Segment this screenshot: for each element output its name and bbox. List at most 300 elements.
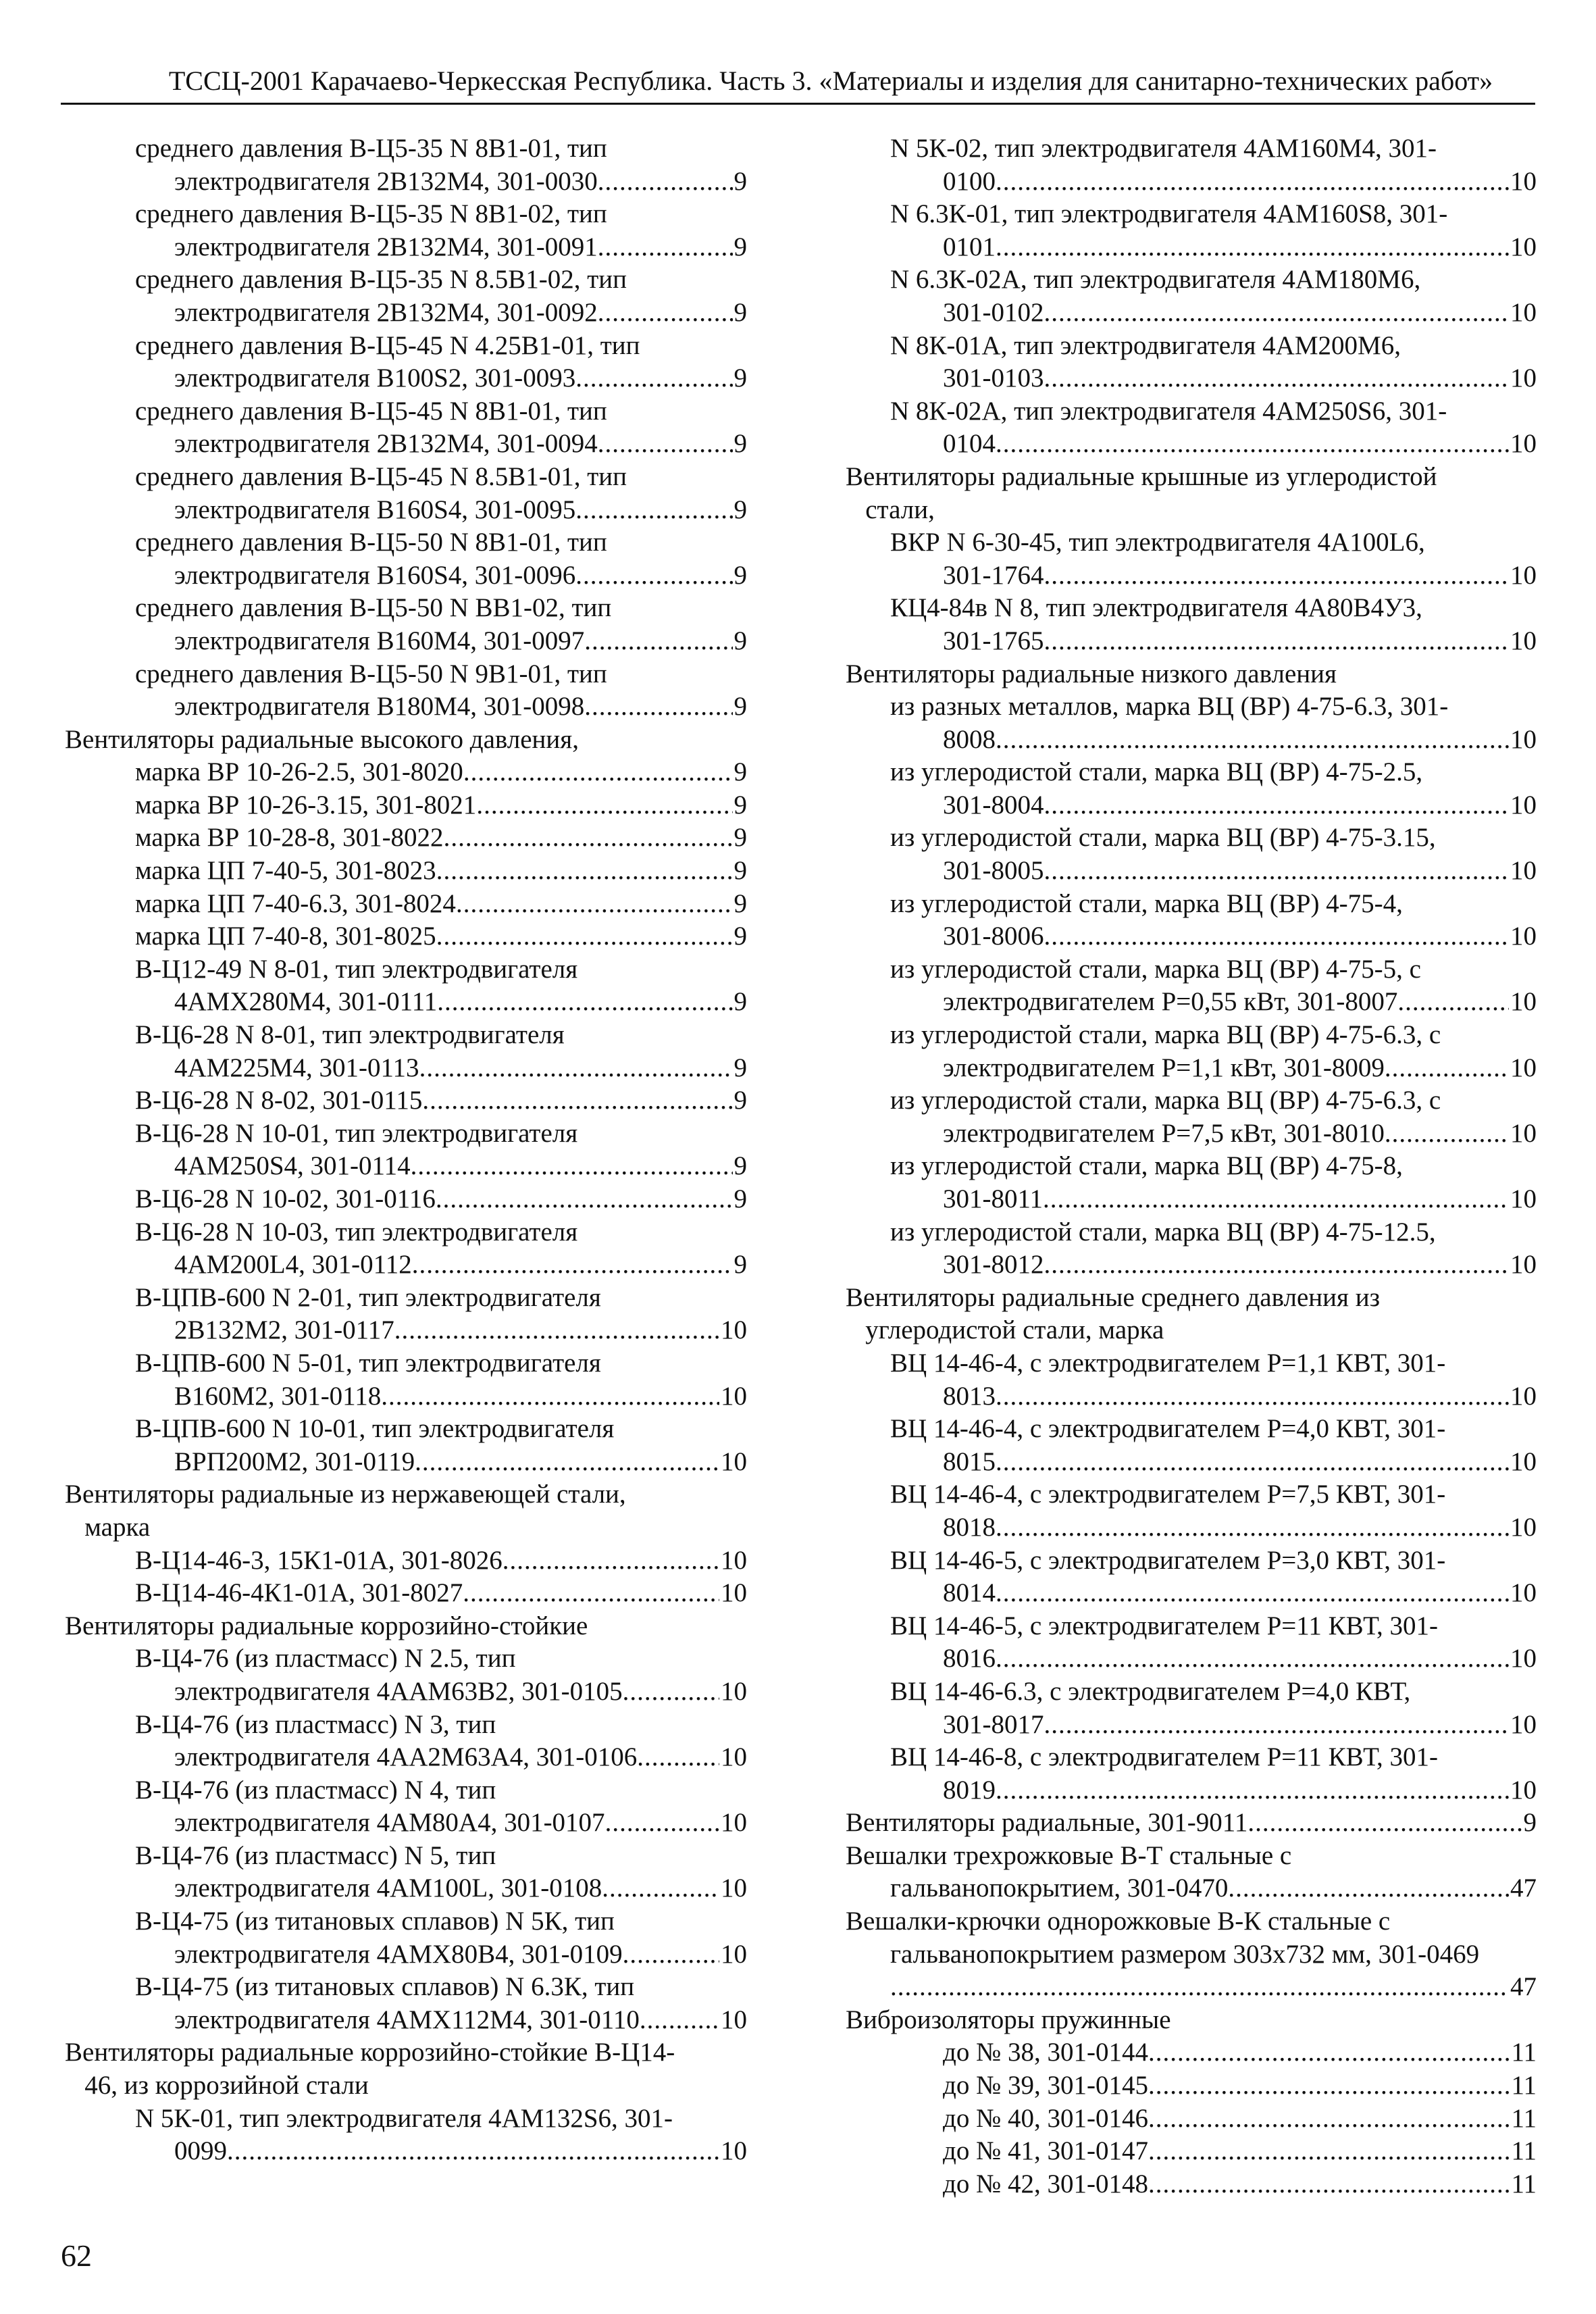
index-entry-line	[846, 658, 1537, 691]
index-entry-line	[65, 690, 747, 724]
entry-text: из углеродистой стали, марка ВЦ (ВР) 4-75-8,	[890, 1151, 1403, 1181]
index-entry-line	[65, 1183, 747, 1216]
entry-text: электродвигателем Р=1,1 кВт, 301-8009	[943, 1053, 1385, 1082]
dot-leader	[381, 1380, 719, 1413]
entry-page-ref: 10	[1510, 297, 1537, 327]
index-entry-line	[846, 198, 1537, 231]
index-entry-line	[846, 1150, 1537, 1183]
entry-page-ref: 10	[1510, 1578, 1537, 1608]
dot-leader	[640, 2004, 719, 2037]
index-entry-line	[846, 1249, 1537, 1282]
entry-text: N 5К-01, тип электродвигателя 4АМ132S6, 301-	[135, 2103, 673, 2133]
dot-leader	[1385, 1117, 1509, 1151]
index-entry-line	[846, 1216, 1537, 1249]
entry-text: 301-8005	[943, 856, 1044, 886]
dot-leader	[584, 625, 732, 658]
entry-page-ref: 9	[1523, 1808, 1537, 1838]
dot-leader	[996, 166, 1509, 199]
entry-text: 8018	[943, 1512, 996, 1542]
dot-leader	[1044, 297, 1510, 330]
entry-text: углеродистой стали, марка	[846, 1315, 1164, 1345]
entry-text: 0099	[174, 2136, 227, 2166]
entry-text: Вентиляторы радиальные коррозийно-стойкие	[65, 1611, 588, 1640]
entry-text: 46, из коррозийной стали	[65, 2071, 369, 2101]
entry-text: среднего давления В-Ц5-35 N 8.5В1-02, тип	[135, 265, 627, 295]
entry-text: из углеродистой стали, марка ВЦ (ВР) 4-75-3.15,	[890, 823, 1436, 853]
entry-page-ref: 9	[733, 560, 747, 590]
index-entry-line	[65, 1380, 747, 1413]
index-entry-line	[65, 2135, 747, 2168]
dot-leader	[436, 1183, 733, 1216]
entry-page-ref: 9	[733, 232, 747, 261]
entry-text: марка ЦП 7-40-6.3, 301-8024	[135, 888, 456, 918]
entry-text: из углеродистой стали, марка ВЦ (ВР) 4-75-6.3, с	[890, 1086, 1441, 1115]
index-entry-line	[846, 1774, 1537, 1807]
index-entry-line	[846, 166, 1537, 199]
dot-leader	[1148, 2036, 1510, 2069]
entry-page-ref: 11	[1511, 2071, 1537, 2101]
entry-text: ВЦ 14-46-6.3, с электродвигателем Р=4,0 КВТ,	[890, 1676, 1411, 1706]
page-number: 62	[61, 2238, 92, 2273]
index-entry-line	[65, 1709, 747, 1742]
index-entry-line	[65, 1282, 747, 1315]
dot-leader	[436, 855, 733, 888]
dot-leader	[996, 1380, 1509, 1413]
entry-page-ref: 9	[733, 922, 747, 951]
index-entry-line	[846, 888, 1537, 921]
index-entry-line	[846, 461, 1537, 494]
dot-leader	[1247, 1807, 1522, 1840]
index-entry-line	[65, 986, 747, 1019]
entry-text: 301-8006	[943, 922, 1044, 951]
dot-leader	[1044, 920, 1510, 953]
index-entry-line	[846, 1478, 1537, 1511]
entry-page-ref: 9	[733, 823, 747, 853]
entry-page-ref: 47	[1510, 1873, 1537, 1903]
index-entry-line	[65, 1872, 747, 1905]
entry-text: В-Ц6-28 N 10-03, тип электродвигателя	[135, 1217, 578, 1247]
entry-page-ref: 10	[1510, 856, 1537, 886]
entry-text: марка ВР 10-28-8, 301-8022	[135, 823, 444, 853]
entry-text: марка	[65, 1512, 151, 1542]
entry-page-ref: 9	[733, 166, 747, 196]
entry-page-ref: 9	[733, 626, 747, 655]
index-entry-line	[65, 953, 747, 986]
index-entry-line	[846, 1347, 1537, 1380]
entry-text: ВЦ 14-46-4, с электродвигателем Р=4,0 КВТ, 301-	[890, 1414, 1446, 1444]
index-column-right	[846, 132, 1537, 2200]
index-entry-line	[846, 1413, 1537, 1446]
index-entry-line	[846, 2004, 1537, 2037]
entry-page-ref: 10	[721, 1742, 747, 1772]
entry-page-ref: 10	[1510, 1381, 1537, 1411]
index-entry-line	[846, 395, 1537, 428]
entry-text: ВРП200М2, 301-0119	[174, 1447, 415, 1476]
entry-text: до № 41, 301-0147	[943, 2136, 1149, 2166]
index-entry-line	[65, 526, 747, 559]
entry-text: электродвигателя 4АА2М63А4, 301-0106	[174, 1742, 638, 1772]
index-entry-line	[65, 330, 747, 363]
entry-page-ref: 9	[733, 987, 747, 1017]
dot-leader	[422, 1084, 732, 1117]
entry-text: электродвигателя В160S4, 301-0096	[174, 560, 576, 590]
entry-text: 8008	[943, 724, 996, 754]
dot-leader	[1228, 1872, 1509, 1905]
index-entry-line	[65, 1446, 747, 1479]
index-entry-line	[65, 1971, 747, 2004]
entry-text: гальванопокрытием размером 303х732 мм, 301-0469	[890, 1939, 1480, 1969]
entry-text: В-Ц4-76 (из пластмасс) N 3, тип	[135, 1709, 496, 1739]
index-entry-line	[846, 625, 1537, 658]
index-entry-line	[846, 953, 1537, 986]
dot-leader	[598, 428, 733, 461]
entry-text: электродвигателя 2В132М4, 301-0094	[174, 429, 598, 459]
entry-text: до № 42, 301-0148	[943, 2169, 1149, 2198]
dot-leader	[503, 1544, 719, 1578]
dot-leader	[996, 724, 1509, 757]
index-entry-line	[846, 2168, 1537, 2201]
entry-page-ref: 47	[1510, 1972, 1537, 2002]
index-entry-line	[65, 724, 747, 757]
index-entry-line	[65, 1150, 747, 1183]
entry-text: В160М2, 301-0118	[174, 1381, 382, 1411]
entry-text: электродвигателя 4АМ80А4, 301-0107	[174, 1808, 605, 1838]
index-entry-line	[65, 888, 747, 921]
entry-text: из углеродистой стали, марка ВЦ (ВР) 4-75-12.5,	[890, 1217, 1436, 1247]
entry-text: В-Ц4-76 (из пластмасс) N 4, тип	[135, 1775, 496, 1805]
entry-text: В-Ц4-75 (из титановых сплавов) N 5К, тип	[135, 1907, 615, 1936]
entry-page-ref: 10	[1510, 1644, 1537, 1674]
entry-page-ref: 10	[1510, 1447, 1537, 1476]
entry-text: из разных металлов, марка ВЦ (ВР) 4-75-6.3, 301-	[890, 692, 1449, 722]
entry-page-ref: 11	[1511, 2136, 1537, 2166]
entry-page-ref: 9	[733, 1184, 747, 1213]
index-entry-line	[846, 428, 1537, 461]
entry-page-ref: 10	[1510, 626, 1537, 655]
index-entry-line	[65, 231, 747, 264]
dot-leader	[996, 1446, 1509, 1479]
index-entry-line	[65, 428, 747, 461]
entry-text: В-Ц14-46-3, 15К1-01А, 301-8026	[135, 1545, 503, 1575]
entry-page-ref: 10	[1510, 166, 1537, 196]
dot-leader	[996, 428, 1509, 461]
entry-page-ref: 9	[733, 692, 747, 722]
index-entry-line	[65, 756, 747, 789]
index-entry-line	[65, 1216, 747, 1249]
index-entry-line	[846, 1971, 1537, 2004]
index-entry-line	[65, 1741, 747, 1774]
index-entry-line	[846, 2036, 1537, 2069]
index-entry-line	[65, 1642, 747, 1676]
index-entry-line	[846, 1544, 1537, 1578]
entry-text: электродвигателя В100S2, 301-0093	[174, 363, 576, 393]
index-entry-line	[65, 592, 747, 625]
dot-leader	[1044, 1709, 1510, 1742]
entry-page-ref: 9	[733, 1086, 747, 1115]
dot-leader	[1148, 2135, 1510, 2168]
index-entry-line	[846, 724, 1537, 757]
entry-text: ВЦ 14-46-5, с электродвигателем Р=11 КВТ, 301-	[890, 1611, 1438, 1640]
index-entry-line	[846, 1019, 1537, 1052]
dot-leader	[463, 756, 733, 789]
dot-leader	[1044, 1249, 1510, 1282]
entry-page-ref: 9	[733, 297, 747, 327]
dot-leader	[411, 1150, 733, 1183]
entry-page-ref: 9	[733, 790, 747, 820]
index-entry-line	[846, 362, 1537, 395]
entry-text: 4АМ250S4, 301-0114	[174, 1151, 411, 1181]
entry-page-ref: 10	[1510, 987, 1537, 1017]
dot-leader	[1044, 362, 1510, 395]
index-entry-line	[65, 263, 747, 297]
index-entry-line	[65, 2103, 747, 2136]
entry-text: Вентиляторы радиальные крышные из углеродистой	[846, 461, 1437, 491]
entry-text: до № 40, 301-0146	[943, 2103, 1149, 2133]
index-entry-line	[846, 1446, 1537, 1479]
dot-leader	[598, 166, 733, 199]
index-entry-line	[846, 1183, 1537, 1216]
index-entry-line	[65, 1676, 747, 1709]
entry-page-ref: 9	[733, 495, 747, 524]
index-entry-line	[846, 920, 1537, 953]
entry-page-ref: 10	[721, 2005, 747, 2034]
index-entry-line	[65, 1347, 747, 1380]
dot-leader	[584, 690, 732, 724]
dot-leader	[463, 1577, 719, 1610]
dot-leader	[1148, 2168, 1510, 2201]
index-entry-line	[846, 559, 1537, 593]
index-entry-line	[65, 1052, 747, 1085]
entry-text: В-Ц6-28 N 8-02, 301-0115	[135, 1086, 423, 1115]
entry-text: среднего давления В-Ц5-35 N 8В1-01, тип	[135, 134, 607, 163]
entry-text: 301-8004	[943, 790, 1044, 820]
entry-text: 301-0103	[943, 363, 1044, 393]
index-entry-line	[846, 1642, 1537, 1676]
entry-page-ref: 10	[1510, 1709, 1537, 1739]
index-entry-line	[65, 362, 747, 395]
entry-text: 4АМ200L4, 301-0112	[174, 1250, 412, 1280]
entry-text: из углеродистой стали, марка ВЦ (ВР) 4-75-5, с	[890, 954, 1421, 984]
entry-text: 301-1765	[943, 626, 1044, 655]
entry-text: из углеродистой стали, марка ВЦ (ВР) 4-75-4,	[890, 888, 1403, 918]
entry-text: электродвигателя 4АМХ80В4, 301-0109	[174, 1939, 623, 1969]
index-entry-line	[846, 1840, 1537, 1873]
index-entry-line	[846, 1610, 1537, 1643]
entry-text: В-ЦПВ-600 N 2-01, тип электродвигателя	[135, 1282, 601, 1312]
index-entry-line	[65, 1511, 747, 1544]
index-entry-line	[65, 1610, 747, 1643]
dot-leader	[996, 1577, 1509, 1610]
entry-page-ref: 10	[721, 1939, 747, 1969]
entry-text: среднего давления В-Ц5-45 N 8В1-01, тип	[135, 396, 607, 426]
entry-text: марка ВР 10-26-2.5, 301-8020	[135, 757, 463, 787]
index-entry-line	[65, 494, 747, 527]
dot-leader	[444, 822, 733, 855]
index-entry-line	[846, 1282, 1537, 1315]
entry-text: 4АМХ280М4, 301-0111	[174, 987, 438, 1017]
entry-text: электродвигателя В160М4, 301-0097	[174, 626, 585, 655]
entry-text: 8014	[943, 1578, 996, 1608]
entry-page-ref: 10	[1510, 363, 1537, 393]
entry-page-ref: 11	[1511, 2103, 1537, 2133]
entry-text: Вентиляторы радиальные из нержавеющей стали,	[65, 1480, 626, 1509]
entry-page-ref: 10	[1510, 790, 1537, 820]
entry-page-ref: 10	[721, 1315, 747, 1345]
entry-text: электродвигателя 2В132М4, 301-0091	[174, 232, 598, 261]
dot-leader	[637, 1741, 719, 1774]
entry-text: N 6.3К-02А, тип электродвигателя 4АМ180М6,	[890, 265, 1421, 295]
dot-leader	[412, 1249, 733, 1282]
entry-text: из углеродистой стали, марка ВЦ (ВР) 4-75-6.3, с	[890, 1020, 1441, 1050]
entry-text: марка ВР 10-26-3.15, 301-8021	[135, 790, 477, 820]
entry-text: 301-0102	[943, 297, 1044, 327]
index-entry-line	[846, 1741, 1537, 1774]
entry-page-ref: 11	[1511, 2169, 1537, 2198]
dot-leader	[1397, 986, 1509, 1019]
entry-text: ВЦ 14-46-8, с электродвигателем Р=11 КВТ, 301-	[890, 1742, 1438, 1772]
entry-text: электродвигателя 2В132М4, 301-0030	[174, 166, 598, 196]
index-entry-line	[846, 1905, 1537, 1938]
dot-leader	[623, 1676, 719, 1709]
index-entry-line	[846, 132, 1537, 166]
entry-page-ref: 9	[733, 1053, 747, 1082]
dot-leader	[437, 986, 732, 1019]
dot-leader	[1148, 2103, 1510, 2136]
index-entry-line	[65, 1314, 747, 1347]
entry-text: Вентиляторы радиальные, 301-9011	[846, 1808, 1248, 1838]
entry-text: Вешалки-крючки однорожковые В-К стальные с	[846, 1907, 1391, 1936]
dot-leader	[996, 1642, 1509, 1676]
entry-text: 0101	[943, 232, 996, 261]
entry-text: КЦ4-84в N 8, тип электродвигателя 4А80В4У3,	[890, 593, 1422, 623]
dot-leader	[598, 297, 733, 330]
entry-text: электродвигателя В180М4, 301-0098	[174, 692, 585, 722]
entry-text: марка ЦП 7-40-8, 301-8025	[135, 922, 436, 951]
index-entry-line	[65, 625, 747, 658]
index-entry-line	[65, 1577, 747, 1610]
index-entry-line	[65, 1413, 747, 1446]
entry-page-ref: 9	[733, 888, 747, 918]
index-entry-line	[846, 297, 1537, 330]
index-entry-line	[846, 231, 1537, 264]
entry-page-ref: 10	[1510, 1053, 1537, 1082]
entry-page-ref: 9	[733, 856, 747, 886]
dot-leader	[623, 1938, 719, 1971]
dot-leader	[996, 1774, 1509, 1807]
entry-page-ref: 10	[1510, 1250, 1537, 1280]
entry-text: В-ЦПВ-600 N 10-01, тип электродвигателя	[135, 1414, 615, 1444]
entry-page-ref: 10	[721, 1578, 747, 1608]
entry-text: Вешалки трехрожковые В-Т стальные с	[846, 1840, 1292, 1870]
index-entry-line	[846, 756, 1537, 789]
index-entry-line	[65, 658, 747, 691]
entry-text: N 5К-02, тип электродвигателя 4АМ160М4, 301-	[890, 134, 1437, 163]
entry-text: В-Ц14-46-4К1-01А, 301-8027	[135, 1578, 463, 1608]
entry-text: В-Ц4-75 (из титановых сплавов) N 6.3К, тип	[135, 1972, 635, 2002]
dot-leader	[996, 231, 1509, 264]
entry-text: ВЦ 14-46-4, с электродвигателем Р=1,1 КВТ, 301-	[890, 1348, 1446, 1378]
index-entry-line	[65, 1840, 747, 1873]
entry-page-ref: 10	[1510, 232, 1537, 261]
dot-leader	[476, 789, 732, 822]
index-entry-line	[65, 1774, 747, 1807]
entry-text: Вентиляторы радиальные среднего давления из	[846, 1282, 1380, 1312]
entry-page-ref: 10	[1510, 724, 1537, 754]
index-entry-line	[65, 166, 747, 199]
dot-leader	[996, 1511, 1509, 1544]
entry-text: ВКР N 6-30-45, тип электродвигателя 4А100L6,	[890, 528, 1425, 557]
index-entry-line	[846, 592, 1537, 625]
entry-page-ref: 10	[721, 1873, 747, 1903]
entry-text: 4АМ225М4, 301-0113	[174, 1053, 419, 1082]
index-entry-line	[65, 2069, 747, 2103]
entry-text: 0104	[943, 429, 996, 459]
running-header: ТССЦ-2001 Карачаево-Черкесская Республика. Часть 3. «Материалы и изделия для санитарно-технических работ»	[168, 66, 1493, 96]
entry-page-ref: 10	[1510, 560, 1537, 590]
index-entry-line	[65, 1938, 747, 1971]
index-entry-line	[846, 1117, 1537, 1151]
entry-page-ref: 10	[721, 1676, 747, 1706]
index-entry-line	[65, 297, 747, 330]
entry-text: 8019	[943, 1775, 996, 1805]
index-entry-line	[65, 1905, 747, 1938]
dot-leader	[227, 2135, 719, 2168]
entry-text: В-Ц4-76 (из пластмасс) N 2.5, тип	[135, 1644, 516, 1674]
index-entry-line	[846, 1807, 1537, 1840]
entry-page-ref: 9	[733, 757, 747, 787]
entry-page-ref: 10	[721, 1447, 747, 1476]
entry-page-ref: 10	[1510, 429, 1537, 459]
index-entry-line	[65, 920, 747, 953]
dot-leader	[575, 559, 732, 593]
entry-text: электродвигателя 4ААМ63В2, 301-0105	[174, 1676, 623, 1706]
entry-page-ref: 10	[721, 1545, 747, 1575]
entry-text: среднего давления В-Ц5-45 N 8.5В1-01, тип	[135, 461, 627, 491]
index-entry-line	[65, 461, 747, 494]
dot-leader	[456, 888, 733, 921]
entry-page-ref: 10	[1510, 922, 1537, 951]
dot-leader	[394, 1314, 719, 1347]
dot-leader	[575, 494, 732, 527]
index-entry-line	[846, 1872, 1537, 1905]
entry-text: N 8К-01А, тип электродвигателя 4АМ200М6,	[890, 330, 1401, 360]
index-entry-line	[65, 855, 747, 888]
index-entry-line	[65, 1019, 747, 1052]
index-entry-line	[65, 1544, 747, 1578]
dot-leader	[1043, 1183, 1509, 1216]
index-entry-line	[846, 1577, 1537, 1610]
index-entry-line	[846, 1511, 1537, 1544]
index-entry-line	[846, 986, 1537, 1019]
entry-text: Вентиляторы радиальные низкого давления	[846, 659, 1337, 688]
dot-leader	[575, 362, 732, 395]
dot-leader	[436, 920, 733, 953]
index-entry-line	[65, 1249, 747, 1282]
dot-leader	[598, 231, 733, 264]
index-entry-line	[846, 2135, 1537, 2168]
header-rule	[61, 103, 1535, 105]
index-entry-line	[846, 1676, 1537, 1709]
dot-leader	[419, 1052, 733, 1085]
index-entry-line	[846, 263, 1537, 297]
entry-page-ref: 9	[733, 363, 747, 393]
dot-leader	[890, 1971, 1509, 2004]
entry-text: 8015	[943, 1447, 996, 1476]
entry-text: гальванопокрытием, 301-0470	[890, 1873, 1229, 1903]
entry-text: среднего давления В-Ц5-35 N 8В1-02, тип	[135, 199, 607, 229]
dot-leader	[1044, 855, 1510, 888]
entry-text: из углеродистой стали, марка ВЦ (ВР) 4-75-2.5,	[890, 757, 1423, 787]
